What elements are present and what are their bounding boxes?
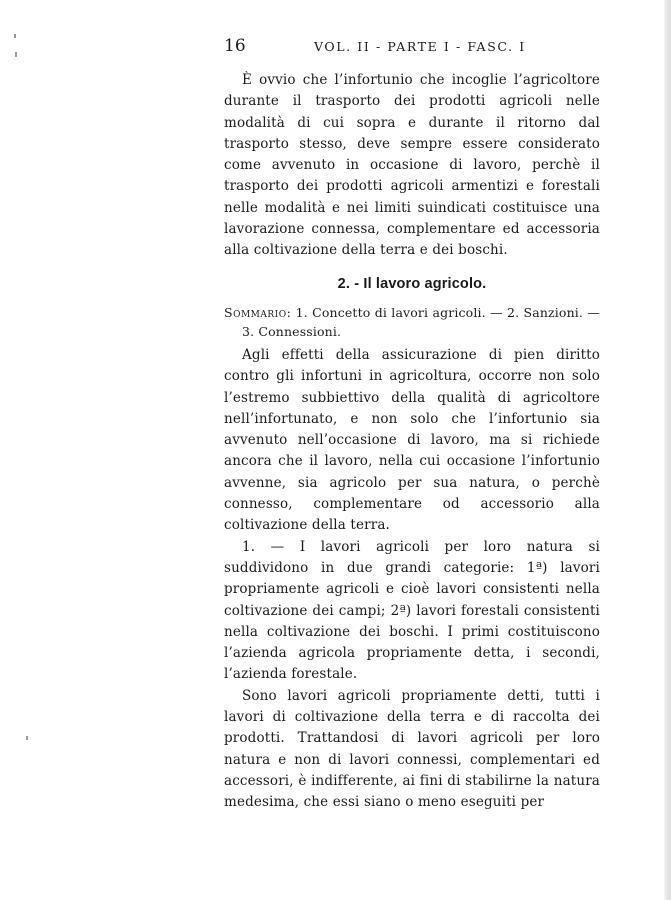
scan-mark — [15, 52, 17, 57]
scan-mark — [26, 736, 28, 740]
page-edge — [664, 0, 671, 900]
scan-mark — [14, 34, 16, 38]
page-number: 16 — [224, 36, 246, 56]
summary — [224, 303, 600, 341]
section-title: 2. - Il lavoro agricolo. — [337, 275, 487, 292]
body-text — [224, 70, 600, 814]
summary-label: Sommario: — [224, 304, 292, 320]
page-header — [224, 36, 600, 58]
paragraph: Sono lavori agricoli propriamente detti, tutti i lavori di coltivazione della terra e di raccolta dei prodotti. Trattandosi di lavori agricoli per loro natura e non di lavori connessi, complementari ed accessori, è indifferente, ai fini di stabilirne la natura medesima, che essi siano o meno eseguiti per — [224, 687, 600, 811]
paragraph: 1. — I lavori agricoli per loro natura si suddividono in due grandi categorie: 1ª) lavori propriamente agricoli e cioè lavori consistenti nella coltivazione dei campi; 2ª) lavori forestali consistenti nella coltivazione dei boschi. I primi costituiscono l’azienda agricola propriamente detta, i secondi, l’azienda forestale. — [224, 538, 600, 683]
paragraph: Agli effetti della assicurazione di pien diritto contro gli infortuni in agricoltura, occorre non solo l’estremo subbiettivo della qualità di agricoltore nell’infortunato, e non solo che l’infortunio sia avvenuto nell’occasione di lavoro, ma si richiede ancora che il lavoro, nella cui occasione l’infortunio avvenne, sia agricolo per sua natura, o perchè connesso, complementare od accessorio alla coltivazione della terra. — [224, 346, 600, 534]
summary-text: 1. Concetto di lavori agricoli. — 2. Sanzioni. — 3. Connessioni. — [242, 304, 600, 339]
running-head: VOL. II - PARTE I - FASC. I — [314, 39, 526, 54]
paragraph: È ovvio che l’infortunio che incoglie l’agricoltore durante il trasporto dei prodotti agricoli nelle modalità di cui sopra e durante il ritorno dal trasporto stesso, deve sempre essere considerato come avvenuto in occasione di lavoro, perchè il trasporto dei prodotti agricoli armentizi e forestali nelle modalità e nei limiti suindicati costituisce una lavorazione connessa, complementare ed accessoria alla coltivazione della terra e dei boschi. — [224, 72, 600, 259]
